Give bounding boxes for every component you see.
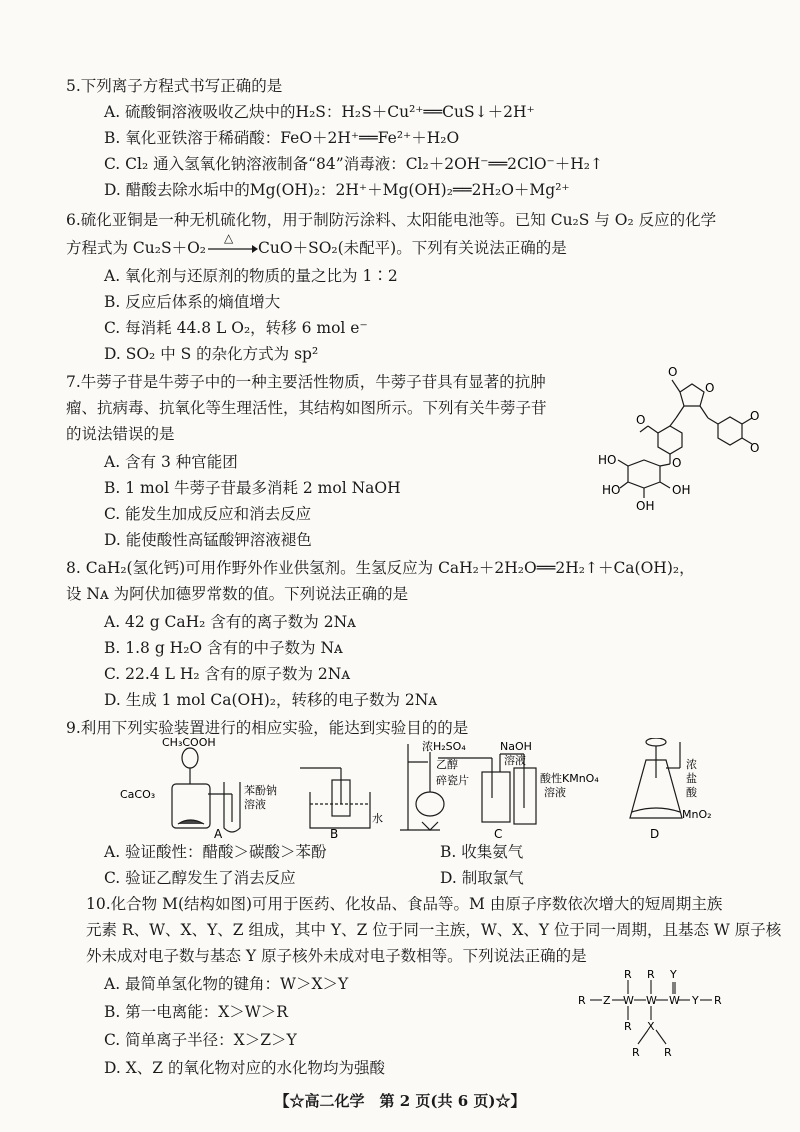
a-caco3-label: CaCO₃ <box>120 788 156 801</box>
m-y-mid: Y <box>692 994 699 1007</box>
a-label: A <box>214 827 223 838</box>
arctiin-structure <box>592 362 772 512</box>
oh-label-1: OH <box>636 499 655 512</box>
d-hcl-label-2: 盐 <box>686 772 697 785</box>
q7-option-a: A. 含有 3 种官能团 <box>104 453 238 471</box>
d-mno2-label: MnO₂ <box>682 808 712 821</box>
d-hcl-label-1: 浓 <box>686 758 697 771</box>
m-y-top: Y <box>670 968 677 981</box>
q9-option-a: A. 验证酸性：醋酸＞碳酸＞苯酚 <box>104 843 327 861</box>
m-r-top-1: R <box>624 968 632 981</box>
ring-o-label: O <box>705 381 715 395</box>
q7-stem-line1: 7.牛蒡子苷是牛蒡子中的一种主要活性物质，牛蒡子苷具有显著的抗肿 <box>66 373 546 391</box>
q5-option-c: C. Cl₂ 通入氢氧化钠溶液制备“84”消毒液：Cl₂＋2OH⁻══2ClO⁻＋H₂↑ <box>104 155 603 173</box>
c-naoh-label-1: NaOH <box>500 740 532 753</box>
q9-option-d: D. 制取氯气 <box>440 869 524 887</box>
m-z: Z <box>603 994 611 1007</box>
m-r-bottom: R <box>624 1020 632 1033</box>
q10-stem-line1: 10.化合物 M(结构如图)可用于医药、化妆品、食品等。M 由原子序数依次增大的短周期主族 <box>86 895 723 913</box>
q5-option-a: A. 硫酸铜溶液吸收乙炔中的H₂S：H₂S＋Cu²⁺══CuS↓＋2H⁺ <box>104 103 535 121</box>
d-hcl-label-3: 酸 <box>686 786 697 799</box>
q5-option-d: D. 醋酸去除水垢中的Mg(OH)₂：2H⁺＋Mg(OH)₂══2H₂O＋Mg²⁺ <box>104 181 570 199</box>
q7-option-b: B. 1 mol 牛蒡子苷最多消耗 2 mol NaOH <box>104 479 401 497</box>
d-label: D <box>650 827 660 838</box>
q6-products: CuO＋SO₂(未配平)。下列有关说法正确的是 <box>258 239 567 257</box>
c-chips-label: 碎瓷片 <box>436 774 469 787</box>
q8-option-c: C. 22.4 L H₂ 含有的原子数为 2Nᴀ <box>104 665 351 683</box>
q7-stem-line3: 的说法错误的是 <box>66 425 175 443</box>
c-ethanol-label: 乙醇 <box>436 758 458 771</box>
methoxy-o-label-3: O <box>750 441 760 455</box>
q8-stem-line2: 设 Nᴀ 为阿伏加德罗常数的值。下列说法正确的是 <box>66 585 409 603</box>
m-w-1: W <box>623 994 634 1007</box>
q9-stem: 9.利用下列实验装置进行的相应实验，能达到实验目的的是 <box>66 719 469 737</box>
c-h2so4-label: 浓H₂SO₄ <box>422 740 466 753</box>
methoxy-o-label: O <box>636 413 646 427</box>
q10-option-a: A. 最简单氢化物的键角：W＞X＞Y <box>104 975 349 993</box>
methoxy-o-label-2: O <box>750 409 760 423</box>
q6-reactants: 方程式为 Cu₂S＋O₂ <box>66 239 207 257</box>
heat-condition: △ <box>224 231 234 245</box>
apparatus-d <box>630 738 682 818</box>
apparatus-a <box>172 748 240 832</box>
c-kmno4-label-1: 酸性KMnO₄ <box>540 772 599 785</box>
q10-option-b: B. 第一电离能：X＞W＞R <box>104 1003 288 1021</box>
q8-stem-line1: 8. CaH₂(氢化钙)可用作野外作业供氢剂。生氢反应为 CaH₂＋2H₂O══2H₂↑＋Ca(OH)₂， <box>66 559 695 577</box>
m-r-top-2: R <box>647 968 655 981</box>
q9-option-b: B. 收集氨气 <box>440 843 524 861</box>
q6-stem-line2 <box>66 231 567 258</box>
ho-label-2: HO <box>602 483 621 497</box>
apparatus-b <box>300 768 370 828</box>
compound-m-structure <box>576 968 752 1072</box>
ho-label-1: HO <box>598 453 617 467</box>
q9-option-c: C. 验证乙醇发生了消去反应 <box>104 869 296 887</box>
q7-stem-line2: 瘤、抗病毒、抗氧化等生理活性，其结构如图所示。下列有关牛蒡子苷 <box>66 399 547 417</box>
heat-arrow <box>206 231 258 258</box>
q6-option-c: C. 每消耗 44.8 L O₂，转移 6 mol e⁻ <box>104 319 368 337</box>
q10-option-c: C. 简单离子半径：X＞Z＞Y <box>104 1031 297 1049</box>
b-label: B <box>330 827 339 838</box>
q6-option-a: A. 氧化剂与还原剂的物质的量之比为 1∶2 <box>104 267 398 285</box>
c-naoh-label-2: 溶液 <box>504 754 526 767</box>
q5-stem: 5.下列离子方程式书写正确的是 <box>66 77 283 95</box>
q7-option-c: C. 能发生加成反应和消去反应 <box>104 505 312 523</box>
page-footer: 【☆高二化学 第 2 页(共 6 页)☆】 <box>274 1092 526 1110</box>
q10-stem-line3: 外未成对电子数与基态 Y 原子核外未成对电子数相等。下列说法正确的是 <box>86 947 587 965</box>
m-x: X <box>647 1020 655 1033</box>
m-r-left: R <box>578 994 586 1007</box>
q6-stem-line1: 6.硫化亚铜是一种无机硫化物，用于制防污涂料、太阳能电池等。已知 Cu₂S 与 O₂ 反应的化学 <box>66 211 717 229</box>
a-phenoxide-label-2: 溶液 <box>244 798 266 811</box>
glycoside-o-label: O <box>672 456 682 470</box>
q10-stem-line2: 元素 R、W、X、Y、Z 组成，其中 Y、Z 位于同一主族，W、X、Y 位于同一周期，且基态 W 原子核 <box>86 921 782 939</box>
q6-option-d: D. SO₂ 中 S 的杂化方式为 sp² <box>104 345 319 363</box>
q8-option-a: A. 42 g CaH₂ 含有的离子数为 2Nᴀ <box>104 613 356 631</box>
q8-option-d: D. 生成 1 mol Ca(OH)₂，转移的电子数为 2Nᴀ <box>104 691 438 709</box>
m-w-3: W <box>669 994 680 1007</box>
q6-option-b: B. 反应后体系的熵值增大 <box>104 293 281 311</box>
m-r-right: R <box>714 994 722 1007</box>
q9-apparatus-figure <box>120 738 740 838</box>
m-r-x-1: R <box>632 1046 640 1059</box>
c-kmno4-label-2: 溶液 <box>544 786 566 799</box>
a-phenoxide-label-1: 苯酚钠 <box>244 784 277 797</box>
m-r-x-2: R <box>664 1046 672 1059</box>
q5-option-b: B. 氧化亚铁溶于稀硝酸：FeO＋2H⁺══Fe²⁺＋H₂O <box>104 129 460 147</box>
q8-option-b: B. 1.8 g H₂O 含有的中子数为 Nᴀ <box>104 639 343 657</box>
b-water-label: 水 <box>372 812 383 825</box>
q10-option-d: D. X、Z 的氧化物对应的水化物均为强酸 <box>104 1059 385 1077</box>
q7-option-d: D. 能使酸性高锰酸钾溶液褪色 <box>104 531 312 549</box>
a-acetic-acid-label: CH₃COOH <box>162 738 216 749</box>
carbonyl-o-label: O <box>668 365 678 379</box>
m-w-2: W <box>646 994 657 1007</box>
c-label: C <box>494 827 503 838</box>
oh-label-2: OH <box>672 483 691 497</box>
